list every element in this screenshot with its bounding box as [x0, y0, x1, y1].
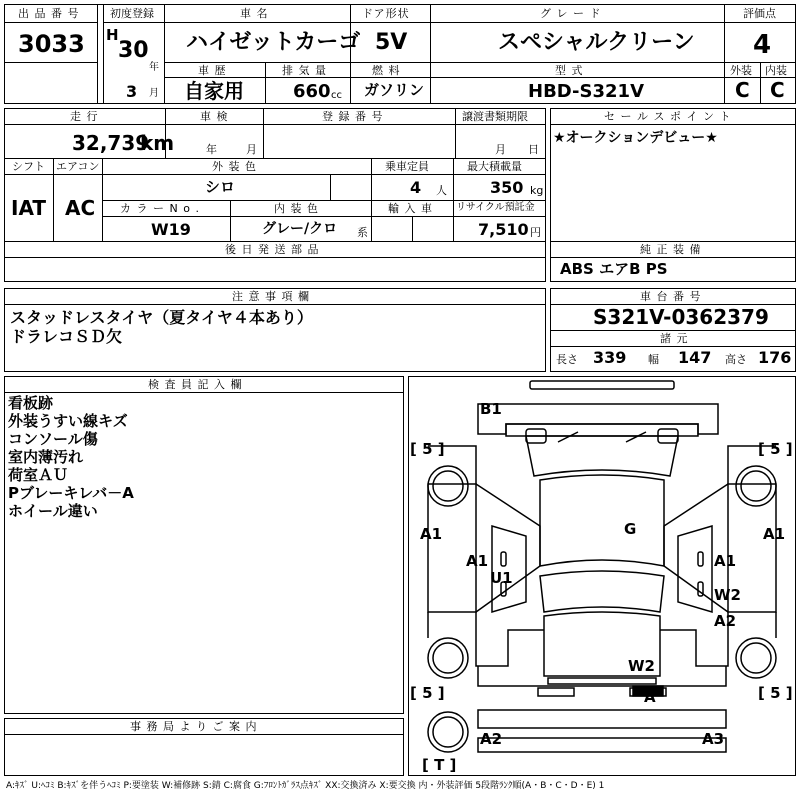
model-label: 型 式 — [555, 64, 584, 77]
ac-label: エアコン — [56, 160, 100, 173]
notes-line-2: ドラレコＳＤ欠 — [10, 327, 123, 346]
mark-a1-inner-left: A1 — [466, 552, 489, 570]
height: 176 — [758, 348, 792, 367]
interior-grade: C — [770, 78, 785, 102]
mark-a-rear: A — [644, 688, 656, 706]
equipment: ABS エアB PS — [560, 260, 668, 278]
displacement: 660 — [293, 81, 331, 102]
capacity-label: 乗車定員 — [385, 160, 429, 173]
reg-year-unit: 年 — [149, 62, 159, 73]
first-reg-label: 初度登録 — [110, 7, 154, 20]
mileage-unit: km — [140, 131, 175, 155]
spare-tire: [ T ] — [422, 756, 457, 774]
inspector-line-4: 室内薄汚れ — [8, 448, 84, 466]
color-no-label: カ ラ ー N o . — [120, 202, 200, 215]
inspection-month-unit: 月 — [246, 143, 257, 156]
door-label: ドア形状 — [362, 7, 410, 20]
transfer-label: 譲渡書類期限 — [462, 110, 528, 123]
length: 339 — [593, 348, 627, 367]
inspection-label: 車 検 — [200, 110, 229, 123]
exterior-label: 外装 — [730, 64, 752, 77]
inspector-line-6: Pブレーキレバ－A — [8, 484, 134, 502]
recycle-label: リサイクル預託金 — [456, 202, 535, 213]
mark-b1: B1 — [480, 400, 502, 418]
color-label: 外 装 色 — [212, 160, 257, 173]
model: HBD-S321V — [528, 81, 644, 102]
reg-month: 3 — [126, 82, 138, 101]
vehicle-diagram — [408, 376, 796, 776]
sales-point-label: セ ー ル ス ポ イ ン ト — [604, 110, 732, 123]
office-label: 事 務 局 よ り ご 案 内 — [130, 720, 258, 733]
notes-label: 注 意 事 項 欄 — [232, 290, 310, 303]
tire-front-right: [ 5 ] — [758, 440, 793, 458]
car-name: ハイゼットカーゴ — [186, 30, 361, 55]
recycle-unit: 円 — [530, 226, 541, 239]
mark-a1-inner-right: A1 — [714, 552, 737, 570]
dims-label: 諸 元 — [660, 332, 689, 345]
mark-g: G — [624, 520, 637, 538]
length-label: 長さ — [556, 353, 578, 366]
door-type: 5V — [375, 30, 408, 55]
import-label: 輸 入 車 — [388, 202, 433, 215]
max-load: 350 — [490, 178, 524, 197]
fuel: ガソリン — [364, 81, 425, 99]
interior-color-label: 内 装 色 — [274, 202, 319, 215]
load-unit: kg — [530, 184, 544, 197]
mark-u1: U1 — [490, 569, 513, 587]
chassis-label: 車 台 番 号 — [640, 290, 702, 303]
registration-label: 登 録 番 号 — [322, 110, 384, 123]
shift-label: シフト — [12, 160, 45, 173]
capacity-unit: 人 — [436, 184, 447, 197]
ac: AC — [65, 196, 96, 220]
width-label: 幅 — [648, 353, 659, 366]
body-color: シロ — [205, 178, 236, 196]
grade: スペシャルクリーン — [498, 30, 695, 55]
inspector-label: 検 査 員 記 入 欄 — [148, 378, 243, 391]
interior-color-suffix: 系 — [357, 226, 368, 239]
score: 4 — [753, 30, 772, 60]
equipment-label: 純 正 装 備 — [640, 243, 702, 256]
tire-rear-right: [ 5 ] — [758, 684, 793, 702]
capacity: 4 — [410, 178, 422, 197]
mileage: 32,739 — [72, 131, 150, 155]
mileage-label: 走 行 — [70, 110, 99, 123]
inspector-line-5: 荷室ＡＵ — [8, 466, 69, 484]
fuel-label: 燃 料 — [372, 64, 401, 77]
inspector-line-1: 看板跡 — [8, 394, 54, 412]
mark-w2-upper: W2 — [714, 586, 741, 604]
inspection-year-unit: 年 — [206, 143, 217, 156]
sales-point: ★オークションデビュー★ — [553, 130, 718, 146]
tire-rear-left: [ 5 ] — [410, 684, 445, 702]
mark-a1-left: A1 — [420, 525, 443, 543]
exterior-grade: C — [735, 78, 750, 102]
notes-line-1: スタッドレスタイヤ（夏タイヤ４本あり） — [10, 308, 313, 327]
width: 147 — [678, 348, 712, 367]
height-label: 高さ — [725, 353, 747, 366]
transfer-month-unit: 月 — [495, 143, 506, 156]
inspector-line-2: 外装うすい線キズ — [8, 412, 128, 430]
history-label: 車 歴 — [198, 64, 227, 77]
color-no: W19 — [151, 220, 191, 239]
later-parts-label: 後 日 発 送 部 品 — [225, 243, 320, 256]
inspector-line-7: ホイール違い — [8, 502, 98, 520]
grade-label: グ レ ー ド — [540, 7, 602, 20]
legend: A:ｷｽﾞ U:ﾍｺﾐ B:ｷｽﾞを伴うﾍｺﾐ P:要塗装 W:補修跡 S:錆 C:腐食 G:ﾌﾛﾝﾄｶﾞﾗｽ点ｷｽﾞ XX:交換済み X:要交換 内・外装評価 5段階ﾗﾝｸ順(A・B・C・D・E) 1 — [6, 781, 605, 791]
mark-a2-bottom: A2 — [480, 730, 503, 748]
lot-no-label: 出 品 番 号 — [18, 7, 80, 20]
lot-no: 3033 — [18, 30, 85, 58]
history: 自家用 — [184, 79, 244, 103]
mark-a1-right: A1 — [763, 525, 786, 543]
chassis-number: S321V-0362379 — [593, 305, 769, 329]
mark-a3: A3 — [702, 730, 725, 748]
transfer-day-unit: 日 — [528, 143, 539, 156]
recycle-deposit: 7,510 — [478, 220, 529, 239]
displacement-label: 排 気 量 — [282, 64, 327, 77]
reg-month-unit: 月 — [149, 88, 159, 99]
car-name-label: 車 名 — [240, 7, 269, 20]
shift: IAT — [11, 196, 47, 220]
load-label: 最大積載量 — [467, 160, 522, 173]
era: H — [106, 26, 119, 44]
interior-label: 内装 — [765, 64, 787, 77]
mark-w2-lower: W2 — [628, 657, 655, 675]
inspector-line-3: コンソール傷 — [8, 430, 98, 448]
reg-year: 30 — [118, 38, 149, 63]
displacement-unit: cc — [331, 90, 342, 101]
tire-front-left: [ 5 ] — [410, 440, 445, 458]
mark-a2-right: A2 — [714, 612, 737, 630]
score-label: 評価点 — [743, 7, 776, 20]
interior-color: グレー/クロ — [262, 221, 338, 237]
